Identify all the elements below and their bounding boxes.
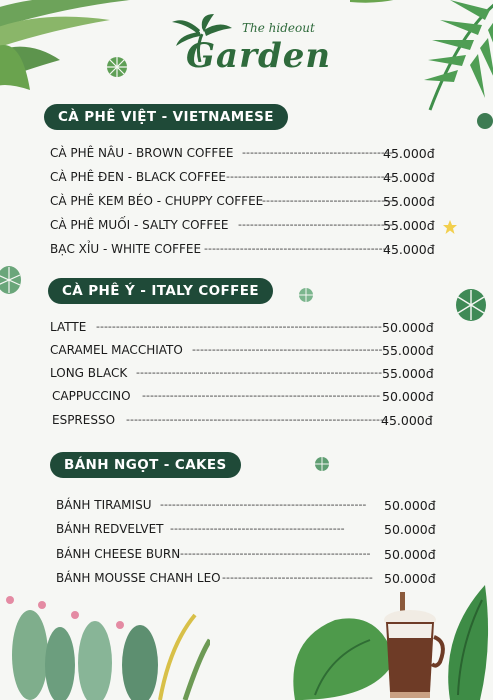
item-name: LATTE [50,320,87,334]
monstera-leaf-icon [476,112,493,130]
monstera-leaf-icon [298,287,314,303]
item-leader: ------------------------------------------------------------ [142,389,381,402]
item-price: 50.000đ [382,320,434,335]
item-price: 55.000đ [382,366,434,381]
brand-tagline: The hideout [242,21,315,35]
item-name: CÀ PHÊ MUỐI - SALTY COFFEE [50,218,229,232]
item-name: CAPPUCCINO [52,389,131,403]
list-item [52,413,440,431]
list-item [56,547,442,565]
list-item [50,343,440,361]
item-leader: -------------------------------------------- [170,522,345,535]
item-leader: -------------------------------------- [222,571,373,584]
section-title-cakes: BÁNH NGỌT - CAKES [50,452,241,478]
list-item [50,146,440,164]
item-price: 45.000đ [381,413,433,428]
brand-logo [170,12,332,82]
item-leader: ----------------------------------------------- [204,242,391,255]
monstera-leaf-icon [105,55,129,79]
list-item [50,320,440,338]
item-name: BÁNH MOUSSE CHANH LEO [56,571,221,585]
palm-leaf-icon [430,585,493,700]
list-item [56,571,442,589]
item-price: 55.000đ [383,194,435,209]
item-price: 45.000đ [383,170,435,185]
list-item [50,194,440,212]
section-title-vietnamese: CÀ PHÊ VIỆT - VIETNAMESE [44,104,288,130]
item-name: BÁNH REDVELVET [56,522,164,536]
item-name: CARAMEL MACCHIATO [50,343,183,357]
item-leader: ------------------------------------------------------------------ [126,413,388,426]
list-item [50,170,440,188]
list-item [50,218,440,236]
list-item [52,389,440,407]
item-name: CÀ PHÊ NÂU - BROWN COFFEE [50,146,234,160]
item-price: 50.000đ [384,547,436,562]
list-item [56,522,442,540]
item-name: BÁNH TIRAMISU [56,498,152,512]
star-icon [443,220,457,234]
item-leader: ---------------------------------- [262,194,397,207]
item-leader: ---------------------------------------------------- [160,498,367,511]
item-leader: -------------------------------------- [242,146,393,159]
item-price: 50.000đ [384,498,436,513]
item-name: BẠC XỈU - WHITE COFFEE [50,242,202,256]
monstera-leaf-icon [314,456,330,472]
item-name: ESPRESSO [52,413,116,427]
monstera-leaf-icon [0,265,22,295]
list-item [50,366,440,384]
item-name: CÀ PHÊ KEM BÉO - CHUPPY COFFEE [50,194,264,208]
list-item [56,498,442,516]
item-price: 50.000đ [384,571,436,586]
item-leader: ------------------------------------------------ [192,343,383,356]
item-price: 55.000đ [383,218,435,233]
item-name: CÀ PHÊ ĐEN - BLACK COFFEE [50,170,226,184]
item-name: BÁNH CHEESE BURN [56,547,181,561]
section-title-italy: CÀ PHÊ Ý - ITALY COFFEE [48,278,273,304]
item-leader: ------------------------------------------------------------------------ [96,320,382,333]
item-price: 45.000đ [383,146,435,161]
item-price: 55.000đ [382,343,434,358]
item-price: 45.000đ [383,242,435,257]
monstera-leaf-icon [455,288,487,322]
palm-leaf-icon [0,0,140,100]
item-price: 50.000đ [384,522,436,537]
item-leader: ------------------------------------------------ [180,547,371,560]
item-name: LONG BLACK [50,366,128,380]
item-price: 50.000đ [382,389,434,404]
item-leader: --------------------------------------- [238,218,393,231]
palm-leaf-icon [350,0,493,120]
cactus-icon [0,585,210,700]
item-leader: -------------------------------------------------------------- [136,366,383,379]
list-item [50,242,440,260]
brand-name: Garden [186,36,332,76]
item-leader: ------------------------------------------ [226,170,393,183]
